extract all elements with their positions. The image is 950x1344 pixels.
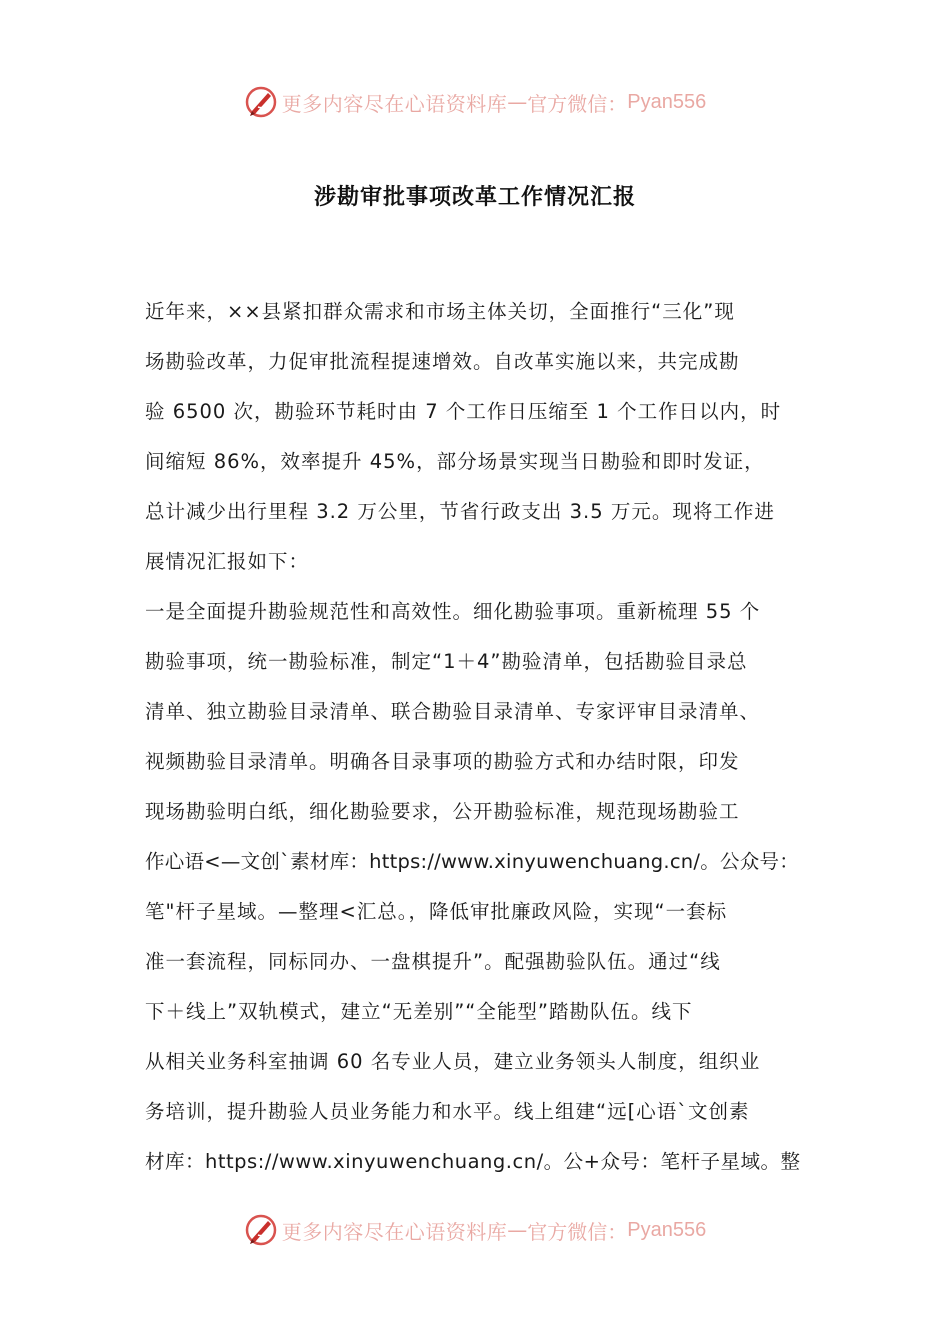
body-line: 作心语<—文创`素材库：https://www.xinyuwenchuang.cn/。公众号：: [145, 850, 799, 873]
body-line: 笔"杆子星域。—整理<汇总。，降低审批廉政风险，实现“一套标: [145, 900, 728, 923]
document-title: 涉勘审批事项改革工作情况汇报: [313, 184, 636, 210]
body-line: 验 6500 次，勘验环节耗时由 7 个工作日压缩至 1 个工作日以内，时: [145, 400, 782, 423]
body-line: 场勘验改革，力促审批流程提速增效。自改革实施以来，共完成勘: [145, 350, 740, 373]
body-line: 现场勘验明白纸，细化勘验要求，公开勘验标准，规范现场勘验工: [145, 800, 740, 823]
watermark-wechat-label: 官方微信：: [527, 1219, 628, 1244]
document-body: [145, 294, 810, 1194]
pen-logo-icon: [244, 85, 278, 119]
watermark-wechat-label: 官方微信：: [527, 91, 628, 116]
body-line: 清单、独立勘验目录清单、联合勘验目录清单、专家评审目录清单、: [145, 700, 761, 723]
watermark-handle: Pyan556: [627, 1218, 707, 1241]
footer-watermark: [0, 1208, 950, 1252]
watermark-separator: —: [507, 1218, 528, 1242]
body-line: 务培训，提升勘验人员业务能力和水平。线上组建“远[心语`文创素: [145, 1100, 750, 1123]
watermark-separator: —: [507, 90, 528, 114]
body-line: 材库：https://www.xinyuwenchuang.cn/。公+众号：笔杆子星域。整: [145, 1150, 801, 1173]
watermark-brand-text: 更多内容尽在心语资料库: [281, 1219, 508, 1244]
body-line: 近年来，××县紧扣群众需求和市场主体关切，全面推行“三化”现: [145, 300, 735, 323]
body-line: 从相关业务科室抽调 60 名专业人员，建立业务领头人制度，组织业: [145, 1050, 761, 1073]
body-line: 间缩短 86%，效率提升 45%，部分场景实现当日勘验和即时发证，: [145, 450, 765, 473]
body-line: 准一套流程，同标同办、一盘棋提升”。配强勘验队伍。通过“线: [145, 950, 721, 973]
pen-logo-icon: [244, 1213, 278, 1247]
watermark-brand-text: 更多内容尽在心语资料库: [281, 91, 508, 116]
body-line: 勘验事项，统一勘验标准，制定“1＋4”勘验清单，包括勘验目录总: [145, 650, 748, 673]
body-line: 下＋线上”双轨模式，建立“无差别”“全能型”踏勘队伍。线下: [145, 1000, 693, 1023]
watermark-handle: Pyan556: [627, 90, 707, 113]
body-line: 视频勘验目录清单。明确各目录事项的勘验方式和办结时限，印发: [145, 750, 740, 773]
body-line: 总计减少出行里程 3.2 万公里，节省行政支出 3.5 万元。现将工作进: [145, 500, 775, 523]
body-line: 一是全面提升勘验规范性和高效性。细化勘验事项。重新梳理 55 个: [145, 600, 761, 623]
header-watermark: [0, 80, 950, 124]
body-line: 展情况汇报如下：: [145, 550, 310, 573]
